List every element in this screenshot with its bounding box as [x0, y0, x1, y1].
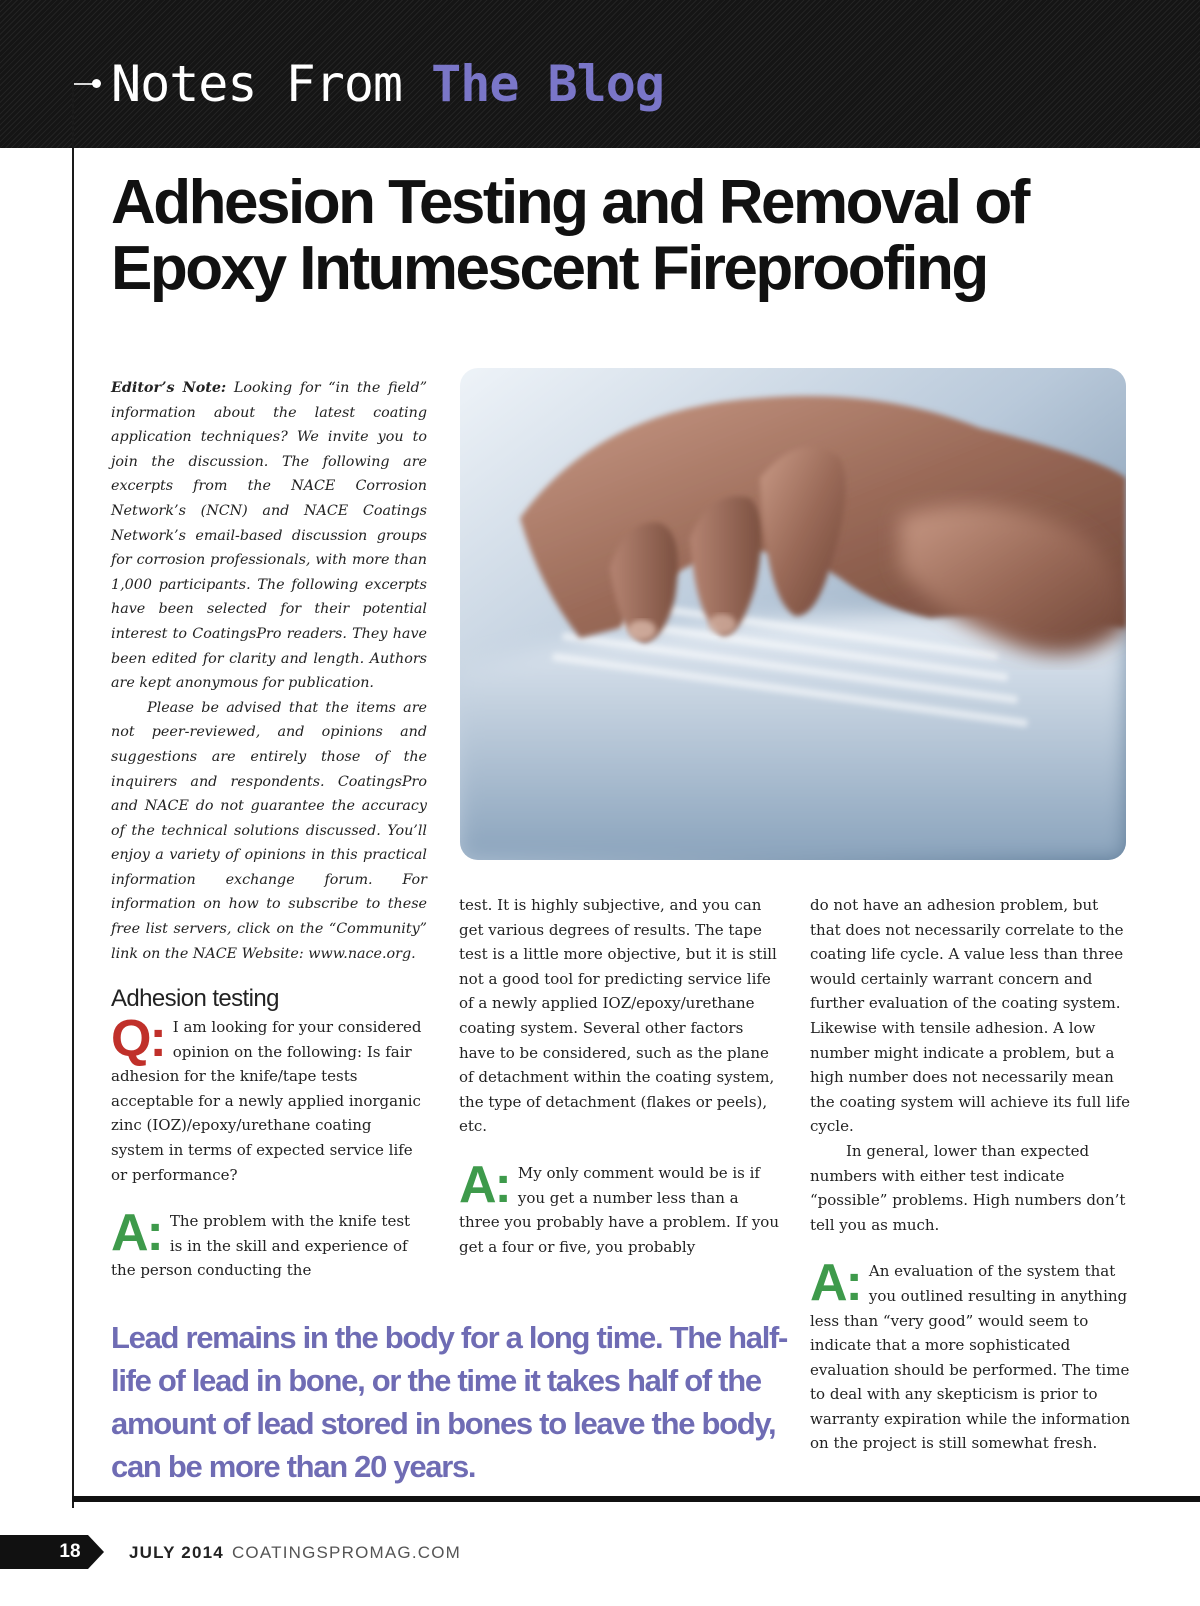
section-title-lead: Notes From [111, 55, 403, 113]
answer-2-paragraph-2: In general, lower than expected numbers with either test indicate “possible” problems. High numbers don’t tell you as much. [810, 1141, 1126, 1234]
page-number: 18 [59, 1541, 81, 1562]
answer-1-continuation: test. It is highly subjective, and you can get various degrees of results. The tape test is a little more objective, but it is still not a good tool for predicting service life of a newly applied IOZ/epoxy/urethane coating system. Several other factors have to be considered, such as the plane of detachment within the coating system, the type of detachment (flakes or peels), etc. [459, 896, 777, 1136]
answer-1-marker: A: [111, 1204, 162, 1263]
editors-note [111, 376, 427, 966]
column-2 [459, 893, 781, 1259]
answer-2-continuation: do not have an adhesion problem, but that does not necessarily correlate to the coating life cycle. A value less than three would certainly warrant concern and further evaluation of the coating system. Likewise with tensile adhesion. A low number might indicate a problem, but a high number does not necessarily mean the coating system will achieve its full life cycle. [810, 896, 1131, 1136]
section-title [111, 52, 664, 116]
answer-3-paragraph [810, 1254, 1132, 1456]
section-title-accent: The Blog [431, 55, 664, 113]
question-paragraph [111, 1010, 427, 1187]
editors-note-text-1: Looking for “in the field” information about the latest coating application techniques? We invite you to join the discussion. The following are excerpts from the NACE Corrosion Network’s (NCN) and NACE Coatings Network’s email-based discussion groups for corrosion professionals, with more than 1,000 participants. The following excerpts have been selected for their potential interest to CoatingsPro readers. They have been edited for clarity and length. Authors are kept anonymous for publication. [111, 380, 428, 692]
answer-1-paragraph [111, 1204, 427, 1283]
footer-info [129, 1540, 461, 1566]
footer-site: COATINGSPROMAG.COM [231, 1543, 462, 1562]
answer-2-marker: A: [459, 1155, 510, 1214]
answer-3-marker: A: [810, 1254, 861, 1313]
question-marker: Q: [111, 1010, 165, 1068]
article-headline: Adhesion Testing and Removal of Epoxy Intumescent Fireproofing [111, 168, 1028, 303]
section-heading: Adhesion testing [111, 985, 279, 1012]
header-dot-icon [92, 79, 101, 88]
question-text: I am looking for your considered opinion on the following: Is fair adhesion for the knife/tape tests acceptable for a newly applied inorganic zinc (IOZ)/epoxy/urethane coating system in terms of expected service life or performance? [111, 1018, 422, 1184]
answer-2-paragraph [459, 1155, 781, 1259]
footer-issue: JULY 2014 [129, 1543, 224, 1562]
answer-3-text: An evaluation of the system that you outlined resulting in anything less than “very good” would seem to indicate that a more sophisticated evaluation should be performed. The time to deal with any skepticism is prior to warranty expiration while the information on the project is still somewhat fresh. [810, 1262, 1131, 1453]
column-1 [111, 1010, 427, 1283]
left-vertical-rule [72, 83, 74, 1508]
editors-note-paragraph-1 [111, 376, 427, 696]
pull-quote: Lead remains in the body for a long time. The half-life of lead in bone, or the time it takes half of the amount of lead stored in bones to leave the body, can be more than 20 years. [111, 1320, 788, 1484]
editors-note-lead: Editor’s Note: [111, 380, 227, 396]
answer-1-text: The problem with the knife test is in the skill and experience of the person conducting the [111, 1212, 411, 1280]
blog-header-banner [0, 0, 1200, 148]
bottom-rule [72, 1496, 1200, 1502]
hands-typing-on-laptop-photo [460, 368, 1126, 860]
answer-2-text: My only comment would be is if you get a number less than a three you probably have a problem. If you get a four or five, you probably [459, 1163, 779, 1256]
editors-note-paragraph-2: Please be advised that the items are not peer-reviewed, and opinions and suggestions are entirely those of the inquirers and respondents. CoatingsPro and NACE do not guarantee the accuracy of the technical solutions discussed. You’ll enjoy a variety of opinions in this practical information exchange forum. For information on how to subscribe to these free list servers, click on the “Community” link on the NACE Website: www.nace.org. [111, 699, 427, 962]
column-3 [810, 893, 1132, 1456]
